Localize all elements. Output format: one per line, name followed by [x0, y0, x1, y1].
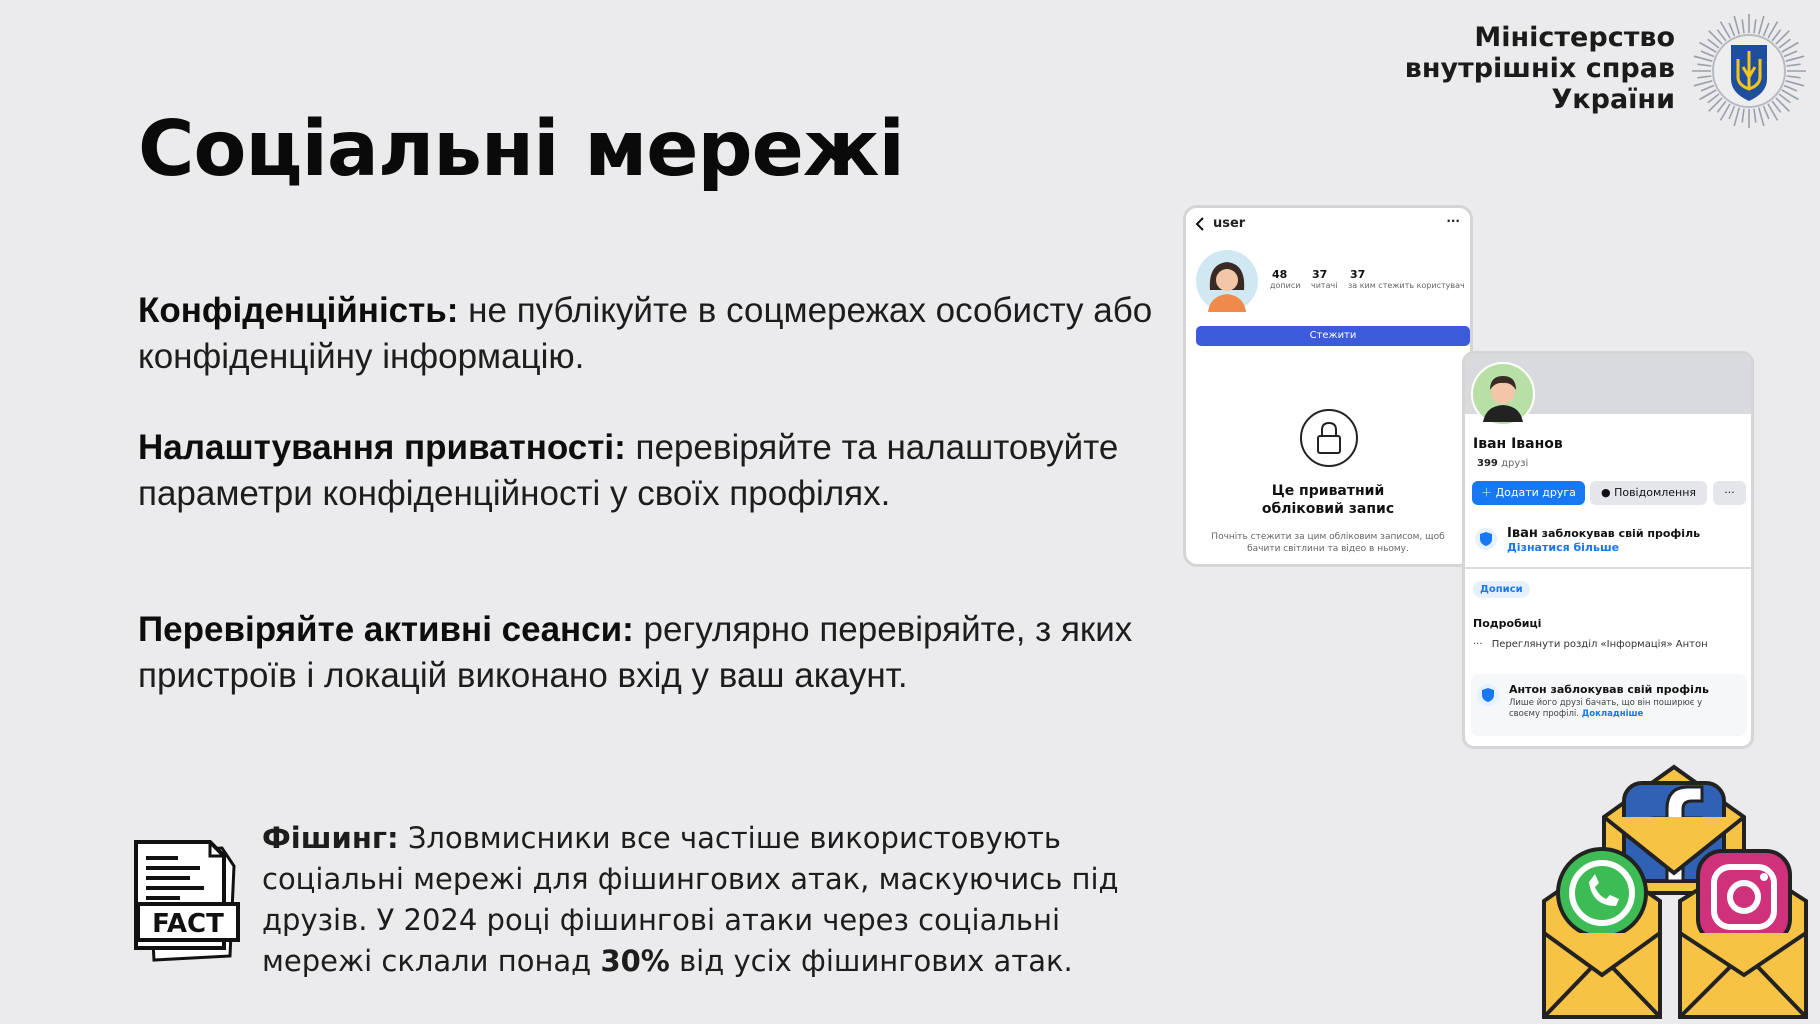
- messenger-icon: ●: [1600, 486, 1615, 499]
- emblem-ray: [1759, 16, 1764, 34]
- phishing-heading: Фішинг:: [262, 821, 399, 855]
- emblem-ray: [1729, 106, 1734, 119]
- private-title-line-1: Це приватний: [1271, 483, 1385, 499]
- followers-label: читачі: [1311, 281, 1338, 290]
- tip-privacy-settings-text: перевіряйте та налаштовуйте параметри конфіденційності у своїх профілях.: [138, 428, 1119, 513]
- posts-label: дописи: [1270, 281, 1301, 290]
- phishing-percent: 30%: [600, 944, 670, 978]
- emblem-ray: [1734, 108, 1739, 126]
- tip-active-sessions-text: регулярно перевіряйте, з яких пристроїв і локацій виконано вхід у ваш акаунт.: [138, 610, 1133, 695]
- locked2-title: Антон заблокував свій профіль: [1509, 683, 1709, 696]
- emblem-ray: [1708, 39, 1719, 48]
- emblem-ray: [1729, 23, 1734, 36]
- fact-label: FACT: [152, 909, 224, 939]
- phishing-text: Зловмисники все частіше використовують соціальні мережі для фішингових атак, маскуючись під друзів. У 2024 році фішингові атаки через соціальні мережі склали понад: [262, 821, 1119, 978]
- tip-privacy-settings-heading: Налаштування приватності:: [138, 428, 626, 467]
- add-friend-icon: ＋: [1481, 486, 1496, 499]
- locked2-text: [1509, 698, 1702, 720]
- emblem-ray: [1772, 101, 1781, 112]
- emblem-ray: [1784, 51, 1797, 56]
- more-options-icon: ···: [1446, 214, 1460, 228]
- locked2-link[interactable]: Докладніше: [1581, 709, 1644, 719]
- tip-privacy-heading: Конфіденційність:: [138, 291, 459, 330]
- private-hint-line-1: Почніть стежити за цим обліковим записом, щоб: [1211, 532, 1445, 542]
- private-account-hint: [1186, 531, 1470, 555]
- avatar-woman-icon: [1196, 250, 1258, 312]
- posts-count: 48: [1272, 268, 1288, 281]
- phishing-text-end: від усіх фішингових атак.: [669, 944, 1073, 978]
- emblem-ray: [1754, 109, 1756, 123]
- phishing-fact: [262, 818, 1162, 982]
- emblem-ray: [1784, 86, 1797, 91]
- shield-icon: [1477, 684, 1499, 706]
- emblem-ray: [1772, 30, 1781, 41]
- details-item[interactable]: [1473, 639, 1708, 650]
- tab-posts[interactable]: Дописи: [1473, 581, 1530, 598]
- message-label: Повідомлення: [1614, 486, 1697, 499]
- shield-icon: [1475, 528, 1497, 550]
- emblem-ray: [1786, 56, 1804, 61]
- emblem-ray: [1697, 64, 1711, 66]
- police-emblem-icon: [1690, 12, 1808, 130]
- tip-active-sessions-heading: Перевіряйте активні сеанси:: [138, 610, 634, 649]
- emblem-ray: [1764, 23, 1769, 36]
- page-title: Соціальні мережі: [138, 105, 904, 194]
- details-item-text: Переглянути розділ «Інформація» Антон: [1491, 639, 1708, 650]
- tip-active-sessions: [138, 607, 1178, 699]
- locked-notice-name: Іван: [1507, 526, 1538, 541]
- back-chevron-icon: [1194, 216, 1206, 235]
- follow-button[interactable]: Стежити: [1196, 326, 1470, 346]
- message-button[interactable]: [1590, 481, 1707, 505]
- friends-summary: [1477, 458, 1528, 469]
- emblem-ray: [1759, 108, 1764, 126]
- instagram-envelope-icon: [1680, 851, 1806, 1017]
- emblem-ray: [1708, 94, 1719, 103]
- lock-icon: [1299, 408, 1359, 468]
- tip-privacy-settings: [138, 425, 1178, 517]
- learn-more-link[interactable]: Дізнатися більше: [1507, 541, 1620, 554]
- locked-profile-mock: [1462, 351, 1754, 749]
- ministry-line-3: України: [1551, 84, 1675, 115]
- divider: [1465, 567, 1754, 569]
- details-title: Подробиці: [1473, 617, 1542, 630]
- private-profile-mock: [1183, 205, 1473, 567]
- whatsapp-envelope-icon: [1544, 849, 1660, 1017]
- emblem-ray: [1786, 81, 1804, 86]
- locked2-text-line-1: Лише його друзі бачать, що він поширює у: [1509, 698, 1703, 708]
- tip-privacy-text: не публікуйте в соцмережах особисту або конфіденційну інформацію.: [138, 291, 1153, 376]
- emblem-ray: [1787, 76, 1801, 78]
- profile-username: user: [1213, 216, 1246, 231]
- emblem-ray: [1701, 86, 1714, 91]
- private-hint-line-2: бачити світлини та відео в ньому.: [1247, 544, 1409, 554]
- emblem-ray: [1754, 19, 1756, 33]
- emblem-ray: [1697, 76, 1711, 78]
- social-apps-envelopes-illustration: [1540, 763, 1810, 1021]
- emblem-ray: [1764, 106, 1769, 119]
- ministry-line-1: Міністерство: [1474, 22, 1675, 53]
- followers-count: 37: [1312, 268, 1328, 281]
- emblem-ray: [1717, 30, 1726, 41]
- private-title-line-2: обліковий запис: [1261, 501, 1395, 517]
- tip-privacy: [138, 288, 1178, 380]
- emblem-ray: [1779, 39, 1790, 48]
- more-actions-button[interactable]: ···: [1713, 481, 1746, 505]
- locked-notice: [1507, 526, 1700, 541]
- ministry-line-2: внутрішніх справ: [1404, 53, 1675, 84]
- emblem-ray: [1742, 109, 1744, 123]
- emblem-ray: [1694, 81, 1712, 86]
- emblem-ray: [1742, 19, 1744, 33]
- locked-notice-text: заблокував свій профіль: [1537, 527, 1701, 540]
- emblem-ray: [1787, 64, 1801, 66]
- emblem-ray: [1694, 56, 1712, 61]
- locked2-text-line-2: своєму профілі.: [1509, 709, 1579, 719]
- ministry-name: [1405, 22, 1675, 115]
- emblem-ray: [1701, 51, 1714, 56]
- emblem-ray: [1779, 94, 1790, 103]
- fact-document-icon: [130, 836, 245, 964]
- profile-name: Іван Іванов: [1473, 436, 1563, 452]
- emblem-ray: [1734, 16, 1739, 34]
- details-dots-icon: ···: [1473, 639, 1486, 650]
- following-label: за ким стежить користувач: [1348, 281, 1465, 290]
- emblem-ray: [1717, 101, 1726, 112]
- friends-count: 399: [1477, 458, 1498, 469]
- add-friend-button[interactable]: [1472, 481, 1585, 505]
- following-count: 37: [1350, 268, 1366, 281]
- avatar-man-icon: [1471, 362, 1535, 426]
- friends-label: друзі: [1501, 458, 1529, 469]
- add-friend-label: Додати друга: [1495, 486, 1576, 499]
- private-account-title: [1186, 482, 1470, 518]
